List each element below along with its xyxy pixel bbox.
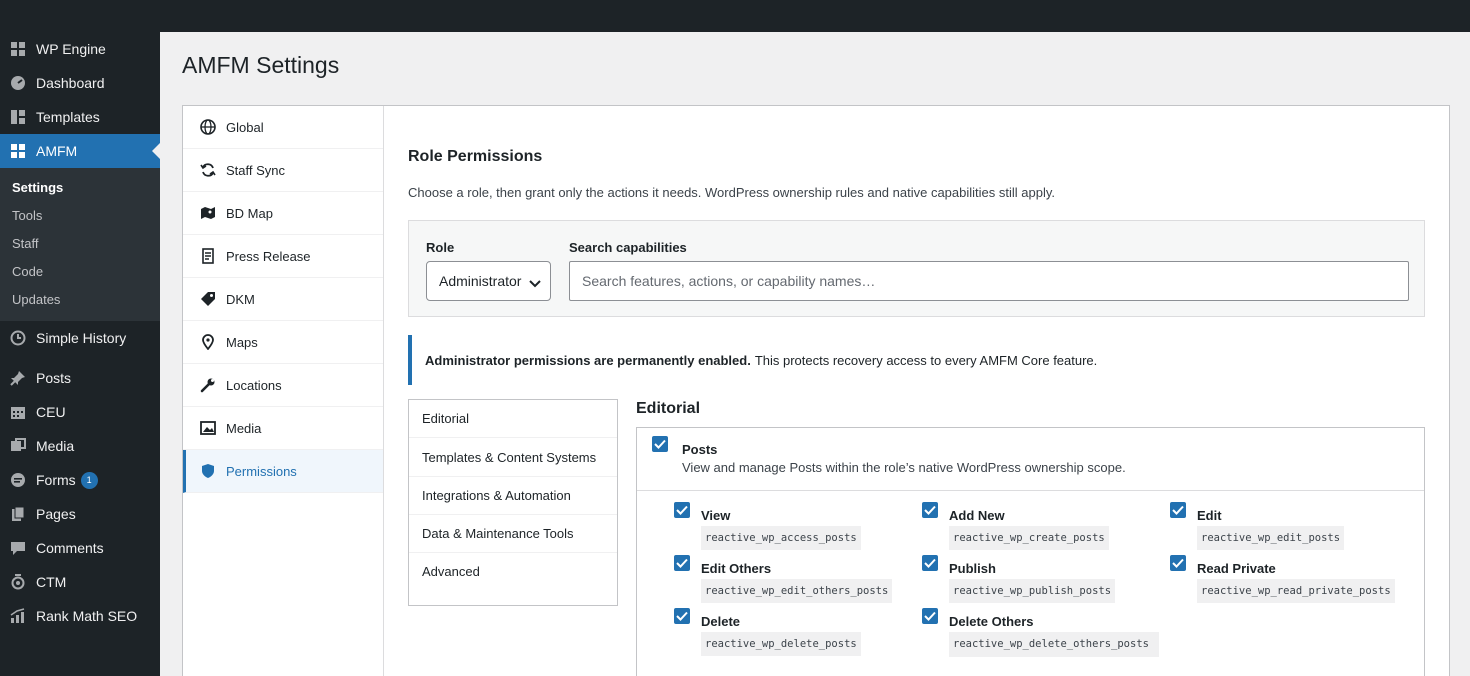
capability-checkbox[interactable] (674, 608, 690, 624)
capability-label: Add New (949, 508, 1005, 523)
settings-tabs (183, 106, 384, 676)
admin-bar (0, 0, 1470, 32)
capability-checkbox[interactable] (674, 555, 690, 571)
wrench-icon (200, 377, 216, 393)
submenu-item-tools[interactable]: Tools (12, 208, 43, 223)
capability-checkbox[interactable] (922, 502, 938, 518)
capability-checkbox[interactable] (922, 555, 938, 571)
filters-box (408, 220, 1425, 317)
forms-count-badge: 1 (81, 472, 98, 489)
settings-panel (182, 105, 1450, 676)
chevron-down-icon (529, 276, 541, 292)
tab-label: Press Release (226, 248, 311, 264)
search-label: Search capabilities (569, 240, 687, 255)
capability-label: Edit Others (701, 561, 772, 576)
section-description: Choose a role, then grant only the actions it needs. WordPress ownership rules and native capabilities still apply. (408, 185, 1055, 200)
tab-label: Maps (226, 334, 258, 350)
category-item-editorial[interactable]: Editorial (409, 400, 617, 438)
category-list (408, 399, 618, 606)
tab-media[interactable] (183, 407, 383, 450)
capability-label: Publish (949, 561, 996, 576)
capability-code: reactive_wp_delete_posts (701, 632, 861, 656)
tab-permissions[interactable] (183, 450, 383, 493)
role-select[interactable] (426, 261, 551, 301)
sidebar-item-label: AMFM (36, 143, 78, 159)
tab-label: Global (226, 119, 264, 135)
tab-maps[interactable] (183, 321, 383, 364)
map-icon (200, 205, 216, 221)
posts-group-checkbox[interactable] (652, 436, 668, 452)
capability-code: reactive_wp_edit_others_posts (701, 579, 892, 603)
group-header-description: View and manage Posts within the role’s native WordPress ownership scope. (682, 460, 1126, 475)
sidebar-item-label: Comments (36, 540, 104, 556)
tab-label: BD Map (226, 205, 273, 221)
sidebar-item-media[interactable] (0, 429, 160, 463)
sidebar-item-label: Rank Math SEO (36, 608, 138, 624)
capability-label: Read Private (1197, 561, 1276, 576)
capability-checkbox[interactable] (674, 502, 690, 518)
sidebar-item-amfm[interactable] (0, 134, 160, 168)
sidebar-item-label: Templates (36, 109, 100, 125)
forms-icon (9, 471, 27, 489)
tab-label: DKM (226, 291, 255, 307)
page-icon (9, 505, 27, 523)
shield-icon (200, 463, 216, 479)
document-icon (200, 248, 216, 264)
section-title: Role Permissions (408, 148, 543, 165)
sidebar-item-pages[interactable] (0, 497, 160, 531)
grid-icon (9, 40, 27, 58)
tab-label: Permissions (226, 463, 297, 479)
sidebar-item-label: WP Engine (36, 41, 106, 57)
gauge-icon (9, 74, 27, 92)
location-pin-icon (200, 334, 216, 350)
admin-sidebar (0, 32, 160, 676)
page-title: AMFM Settings (182, 52, 340, 78)
tab-global[interactable] (183, 106, 383, 149)
sync-icon (200, 162, 216, 178)
amfm-submenu (0, 168, 160, 321)
sidebar-item-rank-math-seo[interactable] (0, 599, 160, 633)
capability-code: reactive_wp_publish_posts (949, 579, 1115, 603)
calendar-icon (9, 403, 27, 421)
capability-checkbox[interactable] (922, 608, 938, 624)
grid-icon (9, 142, 27, 160)
globe-icon (200, 119, 216, 135)
tab-locations[interactable] (183, 364, 383, 407)
sidebar-item-label: Pages (36, 506, 76, 522)
pin-icon (9, 369, 27, 387)
sidebar-item-comments[interactable] (0, 531, 160, 565)
capability-label: Edit (1197, 508, 1222, 523)
group-header-title: Posts (682, 442, 718, 457)
capability-code: reactive_wp_edit_posts (1197, 526, 1344, 550)
group-title: Editorial (636, 400, 701, 417)
tab-label: Locations (226, 377, 282, 393)
layout-icon (9, 108, 27, 126)
notice-bold-text: Administrator permissions are permanently enabled. (425, 352, 751, 368)
comment-icon (9, 539, 27, 557)
sidebar-item-label: Dashboard (36, 75, 105, 91)
sidebar-item-label: CEU (36, 404, 66, 420)
search-capabilities-input[interactable] (569, 261, 1409, 301)
category-item-integrations[interactable]: Integrations & Automation (409, 477, 617, 515)
sidebar-item-forms[interactable] (0, 463, 160, 497)
sidebar-item-wp-engine[interactable] (0, 32, 160, 66)
submenu-item-settings[interactable]: Settings (12, 180, 64, 195)
ctm-icon (9, 573, 27, 591)
tab-press-release[interactable] (183, 235, 383, 278)
capability-code: reactive_wp_read_private_posts (1197, 579, 1395, 603)
capability-label: Delete Others (949, 614, 1034, 629)
capability-code: reactive_wp_access_posts (701, 526, 861, 550)
capability-label: View (701, 508, 731, 523)
group-header (637, 428, 1424, 491)
sidebar-item-ctm[interactable] (0, 565, 160, 599)
capability-code: reactive_wp_create_posts (949, 526, 1109, 550)
submenu-item-code[interactable]: Code (12, 264, 44, 279)
tab-dkm[interactable] (183, 278, 383, 321)
sidebar-item-simple-history[interactable] (0, 321, 160, 355)
sidebar-item-label: CTM (36, 574, 67, 590)
history-icon (9, 329, 27, 347)
sidebar-item-ceu[interactable] (0, 395, 160, 429)
submenu-item-staff[interactable]: Staff (12, 236, 39, 251)
tag-icon (200, 291, 216, 307)
sidebar-item-label: Posts (36, 370, 72, 386)
tab-bd-map[interactable] (183, 192, 383, 235)
sidebar-item-posts[interactable] (0, 361, 160, 395)
sidebar-item-label: Forms (36, 472, 76, 488)
media-icon (9, 437, 27, 455)
category-item-templates[interactable]: Templates & Content Systems (409, 438, 617, 477)
category-item-advanced[interactable]: Advanced (422, 564, 480, 579)
capability-group-posts (636, 427, 1425, 676)
tab-label: Staff Sync (226, 162, 286, 178)
sidebar-item-dashboard[interactable] (0, 66, 160, 100)
role-select-value: Administrator (439, 273, 522, 289)
sidebar-item-templates[interactable] (0, 100, 160, 134)
sidebar-item-label: Simple History (36, 330, 127, 346)
role-label: Role (426, 240, 455, 255)
capability-checkbox[interactable] (1170, 502, 1186, 518)
admin-notice (408, 335, 1425, 385)
submenu-item-updates[interactable]: Updates (12, 292, 61, 307)
tab-staff-sync[interactable] (183, 149, 383, 192)
capability-label: Delete (701, 614, 741, 629)
image-icon (200, 420, 216, 436)
category-item-data-maintenance[interactable]: Data & Maintenance Tools (409, 515, 617, 553)
notice-text: This protects recovery access to every AMFM Core feature. (754, 352, 1098, 368)
tab-label: Media (226, 420, 262, 436)
capability-code: reactive_wp_delete_others_posts (949, 632, 1159, 657)
capability-checkbox[interactable] (1170, 555, 1186, 571)
chart-icon (9, 607, 27, 625)
sidebar-item-label: Media (36, 438, 75, 454)
